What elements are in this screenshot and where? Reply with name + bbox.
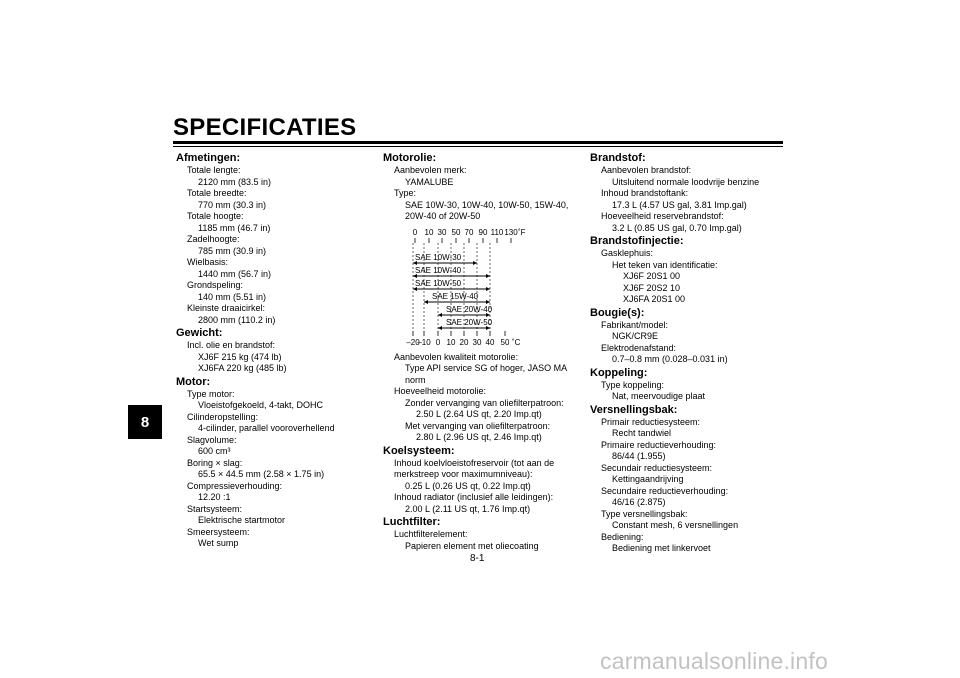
spec-label: Smeersysteem:	[187, 526, 250, 537]
band-label-sae-10w-30: SAE 10W-30	[415, 252, 462, 262]
spec-value: 2.50 L (2.64 US qt, 2.20 Imp.qt)	[416, 409, 542, 419]
title-rule-thin	[173, 146, 783, 147]
celsius-tick-label: 30	[472, 337, 482, 347]
spec-label: Luchtfilterelement:	[394, 529, 468, 539]
band-label-sae-10w-40: SAE 10W-40	[415, 265, 462, 275]
band-label-sae-20w-50: SAE 20W-50	[446, 317, 493, 327]
spec-label: Primair reductiesysteem:	[601, 416, 701, 427]
fahrenheit-tick-label: 10	[424, 227, 434, 237]
spec-label: Aanbevolen kwaliteit motorolie:	[394, 351, 519, 362]
spec-value: Vloeistofgekoeld, 4-takt, DOHC	[198, 400, 324, 410]
spec-label: Elektrodenafstand:	[601, 342, 677, 353]
section-heading-koppeling: Koppeling:	[590, 366, 648, 379]
spec-value: 0.25 L (0.26 US qt, 0.22 Imp.qt)	[405, 480, 531, 491]
spec-label: Boring × slag:	[187, 457, 243, 468]
spec-label: Slagvolume:	[187, 434, 237, 445]
section-heading-brandstof: Brandstof:	[590, 152, 646, 164]
spec-label: Aanbevolen merk:	[394, 165, 467, 175]
spec-column-1	[176, 151, 372, 550]
spec-value: SAE 10W-30, 10W-40, 10W-50, 15W-40,	[405, 199, 569, 210]
fahrenheit-tick-label: 70	[464, 227, 474, 237]
fahrenheit-tick-label: 50	[451, 227, 461, 237]
spec-label: Incl. olie en brandstof:	[187, 340, 276, 350]
spec-value: YAMALUBE	[405, 176, 454, 187]
spec-label: Totale lengte:	[187, 165, 241, 175]
band-label-sae-20w-40: SAE 20W-40	[446, 304, 493, 314]
spec-value: 4-cilinder, parallel vooroverhellend	[198, 423, 335, 433]
spec-label: Type:	[394, 188, 417, 198]
spec-value: Papieren element met oliecoating	[405, 540, 539, 551]
spec-label: Zadelhoogte:	[187, 234, 240, 244]
spec-value: 46/16 (2.875)	[612, 497, 666, 507]
spec-value: NGK/CR9E	[612, 331, 659, 341]
spec-label: Type motor:	[187, 388, 235, 399]
spec-value: 20W-40 of 20W-50	[405, 211, 481, 221]
spec-value: XJ6F 215 kg (474 lb)	[198, 351, 282, 362]
spec-label: Bediening:	[601, 531, 644, 542]
oil-viscosity-chart	[405, 227, 543, 349]
celsius-tick-label: 40	[485, 337, 495, 347]
section-heading-koelsysteem: Koelsysteem:	[383, 444, 455, 457]
celsius-tick-label: –20	[406, 337, 420, 347]
spec-value: 600 cm³	[198, 446, 231, 456]
spec-value: 770 mm (30.3 in)	[198, 199, 267, 210]
spec-column-2	[383, 151, 583, 552]
spec-value: norm	[405, 374, 426, 385]
fahrenheit-tick-label: 90	[478, 227, 488, 237]
spec-value: Bediening met linkervoet	[612, 543, 711, 553]
spec-value: Het teken van identificatie:	[612, 259, 718, 270]
band-arrow-right	[486, 287, 490, 291]
spec-value: Uitsluitend normale loodvrije benzine	[612, 176, 760, 187]
spec-label: Wielbasis:	[187, 257, 229, 267]
spec-value: 17.3 L (4.57 US gal, 3.81 Imp.gal)	[612, 199, 747, 210]
chapter-tab[interactable]: 8	[128, 405, 162, 439]
spec-label: merkstreep voor maximumniveau):	[394, 469, 533, 479]
fahrenheit-tick-label: 30	[437, 227, 447, 237]
spec-label: Primaire reductieverhouding:	[601, 439, 717, 450]
spec-value: 1440 mm (56.7 in)	[198, 268, 272, 279]
spec-label: Type versnellingsbak:	[601, 508, 688, 519]
spec-value: 785 mm (30.9 in)	[198, 245, 267, 256]
band-arrow-right	[486, 274, 490, 278]
celsius-tick-label: 50	[500, 337, 510, 347]
section-heading-motorolie: Motorolie:	[383, 152, 437, 164]
fahrenheit-unit: ˚F	[518, 227, 526, 237]
spec-label: Totale hoogte:	[187, 211, 244, 221]
spec-value: XJ6F 20S1 00	[623, 271, 681, 281]
spec-label: Cilinderopstelling:	[187, 411, 259, 422]
spec-label: Startsysteem:	[187, 503, 243, 514]
spec-value: 2800 mm (110.2 in)	[198, 314, 276, 325]
fahrenheit-tick-label: 130	[504, 227, 518, 237]
spec-value: Type API service SG of hoger, JASO MA	[405, 363, 568, 373]
spec-value: 65.5 × 44.5 mm (2.58 × 1.75 in)	[198, 469, 325, 479]
spec-label: Inhoud koelvloeistofreservoir (tot aan de	[394, 457, 555, 468]
band-arrow-left	[438, 326, 442, 330]
band-arrow-left	[424, 300, 428, 304]
spec-label: Aanbevolen brandstof:	[601, 165, 692, 175]
spec-label: Kleinste draaicirkel:	[187, 303, 266, 313]
spec-label: Totale breedte:	[187, 188, 247, 198]
section-heading-bougie-s: Bougie(s):	[590, 306, 645, 319]
spec-column-3	[590, 151, 786, 555]
spec-label: Inhoud radiator (inclusief alle leidingen):	[394, 492, 554, 502]
section-heading-luchtfilter: Luchtfilter:	[383, 516, 441, 528]
spec-label: Hoeveelheid reservebrandstof:	[601, 211, 724, 221]
spec-value: XJ6FA 20S1 00	[623, 294, 686, 304]
band-label-sae-10w-50: SAE 10W-50	[415, 278, 462, 288]
spec-value: 3.2 L (0.85 US gal, 0.70 Imp.gal)	[612, 222, 742, 233]
celsius-tick-label: –10	[417, 337, 431, 347]
spec-value: 2.00 L (2.11 US qt, 1.76 Imp.qt)	[405, 503, 531, 514]
spec-value: Wet sump	[198, 538, 239, 548]
title-rule-thick	[173, 141, 783, 144]
spec-label: Compressieverhouding:	[187, 480, 283, 491]
spec-value: 140 mm (5.51 in)	[198, 291, 267, 302]
spec-label: Secundaire reductieverhouding:	[601, 485, 729, 496]
celsius-tick-label: 10	[446, 337, 456, 347]
spec-value: 2.80 L (2.96 US qt, 2.46 Imp.qt)	[416, 432, 542, 442]
fahrenheit-tick-label: 0	[412, 227, 418, 237]
spec-value: Elektrische startmotor	[198, 515, 286, 525]
spec-value: XJ6FA 220 kg (485 lb)	[198, 363, 287, 373]
celsius-tick-label: 20	[459, 337, 469, 347]
spec-label: Type koppeling:	[601, 379, 665, 390]
page-number: 8-1	[470, 553, 485, 564]
spec-label: Fabrikant/model:	[601, 319, 669, 330]
fahrenheit-tick-label: 110	[490, 227, 504, 237]
band-arrow-right	[486, 300, 490, 304]
spec-label: Gasklephuis:	[601, 248, 654, 258]
band-arrow-right	[473, 261, 477, 265]
section-heading-brandstofinjectie: Brandstofinjectie:	[590, 235, 684, 247]
celsius-tick-label: 0	[435, 337, 441, 347]
spec-value: Recht tandwiel	[612, 428, 672, 438]
spec-label: Secundair reductiesysteem:	[601, 462, 713, 473]
spec-value: Kettingaandrijving	[612, 474, 684, 484]
band-arrow-left	[438, 313, 442, 317]
spec-value: Constant mesh, 6 versnellingen	[612, 520, 739, 530]
section-heading-afmetingen: Afmetingen:	[176, 152, 241, 164]
spec-value: Nat, meervoudige plaat	[612, 391, 706, 401]
spec-value: Zonder vervanging van oliefilterpatroon:	[405, 397, 564, 408]
section-heading-gewicht: Gewicht:	[176, 327, 223, 339]
spec-value: 0.7–0.8 mm (0.028–0.031 in)	[612, 354, 728, 364]
spec-value: 1185 mm (46.7 in)	[198, 222, 271, 233]
spec-value: 12.20 :1	[198, 492, 231, 502]
section-heading-motor: Motor:	[176, 375, 211, 388]
band-label-sae-15w-40: SAE 15W-40	[432, 291, 479, 301]
spec-label: Hoeveelheid motorolie:	[394, 386, 487, 396]
page-title: SPECIFICATIES	[173, 114, 357, 141]
spec-label: Inhoud brandstoftank:	[601, 188, 689, 198]
spec-value: Met vervanging van oliefilterpatroon:	[405, 420, 551, 431]
celsius-unit: ˚C	[512, 337, 521, 347]
watermark: carmanualsonline.info	[600, 648, 828, 674]
spec-value: 86/44 (1.955)	[612, 451, 666, 461]
spec-value: 2120 mm (83.5 in)	[198, 176, 272, 187]
section-heading-versnellingsbak: Versnellingsbak:	[590, 403, 678, 416]
spec-label: Grondspeling:	[187, 280, 244, 290]
spec-value: XJ6F 20S2 10	[623, 282, 681, 293]
